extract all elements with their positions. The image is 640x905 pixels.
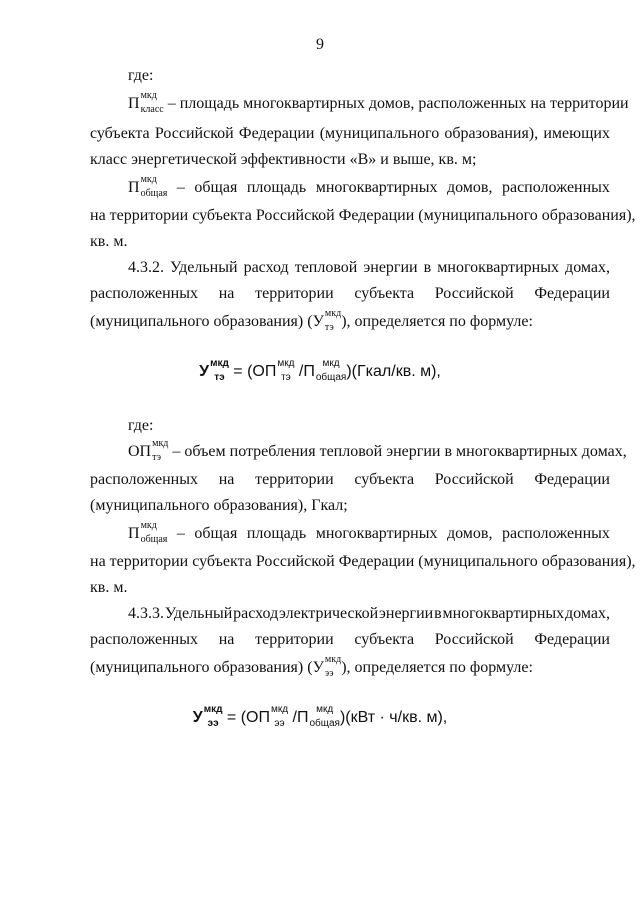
word: Удельный xyxy=(164,605,233,622)
word: многоквартирных xyxy=(315,525,438,542)
word: субъекта xyxy=(354,471,415,488)
definition-total-area-line2: на территории субъекта Российской Федерации (муниципального образования), xyxy=(90,207,636,224)
section-4-3-3-line2 xyxy=(90,630,610,650)
definition-total-area-line3: кв. м. xyxy=(90,233,128,250)
word: общая xyxy=(194,525,238,542)
word: субъекта xyxy=(354,285,415,302)
word: – xyxy=(176,525,185,542)
formula-heat: У мкд тэ = (ОП мкд тэ /П мкд общая )(Гкал/кв. м), xyxy=(199,358,441,383)
word: субъекта xyxy=(354,631,415,648)
word: многоквартирных xyxy=(437,259,559,276)
symbol-op-te: ОП мкд тэ xyxy=(128,438,169,464)
word: территории xyxy=(255,471,334,488)
word: домов, xyxy=(446,179,493,196)
definition-area-class-line3: класс энергетической эффективности «В» и выше, кв. м; xyxy=(90,151,477,168)
symbol-p-total-2: П мкд общая xyxy=(128,520,168,546)
section-4-3-3-line3: (муниципального образования) (У мкд ээ ), определяется по формуле: xyxy=(90,654,533,680)
definition-area-class-line2 xyxy=(90,124,610,144)
word: образования), xyxy=(444,125,539,142)
symbol-p-class: П мкд класс xyxy=(128,90,164,116)
symbol-u-ee: У мкд ээ xyxy=(312,654,342,680)
word: Российской xyxy=(154,125,234,142)
symbol-u-te: У мкд тэ xyxy=(312,308,342,334)
definition-heat-consumption-line3: (муниципального образования), Гкал; xyxy=(90,497,348,514)
word: расположенных xyxy=(501,179,610,196)
word: Федерации xyxy=(238,125,315,142)
formula-electric: У мкд ээ = (ОП мкд ээ /П мкд общая )(кВт · ч/кв. м), xyxy=(192,704,448,729)
word: на xyxy=(218,471,235,488)
word: на xyxy=(218,285,235,302)
word: Удельный xyxy=(170,259,238,276)
word: энергии xyxy=(363,259,418,276)
word: расположенных xyxy=(90,285,198,302)
word: на xyxy=(218,631,235,648)
word: домов, xyxy=(446,525,493,542)
word: имеющих xyxy=(543,125,610,142)
definition-heat-consumption: ОП мкд тэ – объем потребления тепловой энергии в многоквартирных домах, xyxy=(128,438,627,464)
word: Федерации xyxy=(534,631,610,648)
definition-total-area-2-line2: на территории субъекта Российской Федерации (муниципального образования), xyxy=(90,553,636,570)
section-4-3-2-line1 xyxy=(128,258,610,278)
word: домах, xyxy=(565,259,610,276)
word: электрической xyxy=(279,605,379,622)
word: энергии xyxy=(379,605,434,622)
definition-heat-consumption-line2 xyxy=(90,470,610,490)
word: – xyxy=(176,179,185,196)
word: расположенных xyxy=(90,631,198,648)
word: Российской xyxy=(434,471,514,488)
word: территории xyxy=(255,285,334,302)
word: домах, xyxy=(565,605,610,622)
section-4-3-3-line1 xyxy=(128,604,610,624)
word: Российской xyxy=(434,285,514,302)
word: в xyxy=(434,605,442,622)
definition-area-class: П мкд класс – площадь многоквартирных домов, расположенных на территории xyxy=(128,90,629,116)
word: общая xyxy=(194,179,238,196)
definition-total-area xyxy=(128,174,610,200)
section-4-3-2-line2 xyxy=(90,284,610,304)
word: в xyxy=(423,259,432,276)
section-4-3-2-line3: (муниципального образования) (У мкд тэ ), определяется по формуле: xyxy=(90,308,533,334)
where-label-2: где: xyxy=(128,417,154,434)
symbol-p-total: П мкд общая xyxy=(128,174,168,200)
word: площадь xyxy=(246,179,307,196)
where-label: где: xyxy=(128,67,154,84)
word: тепловой xyxy=(294,259,358,276)
word: площадь xyxy=(246,525,307,542)
word: 4.3.2. xyxy=(128,259,164,276)
word: многоквартирных xyxy=(315,179,438,196)
definition-total-area-2-line3: кв. м. xyxy=(90,579,128,596)
word: многоквартирных xyxy=(442,605,565,622)
word: расход xyxy=(243,259,289,276)
word: расположенных xyxy=(90,471,198,488)
page-number: 9 xyxy=(316,36,324,53)
word: субъекта xyxy=(90,125,150,142)
word: Федерации xyxy=(534,471,610,488)
word: территории xyxy=(255,631,334,648)
word: расход xyxy=(233,605,279,622)
word: расположенных xyxy=(501,525,610,542)
word: Федерации xyxy=(534,285,610,302)
word: Российской xyxy=(434,631,514,648)
definition-total-area-2 xyxy=(128,520,610,546)
word: (муниципального xyxy=(319,125,440,142)
word: 4.3.3. xyxy=(128,605,164,622)
